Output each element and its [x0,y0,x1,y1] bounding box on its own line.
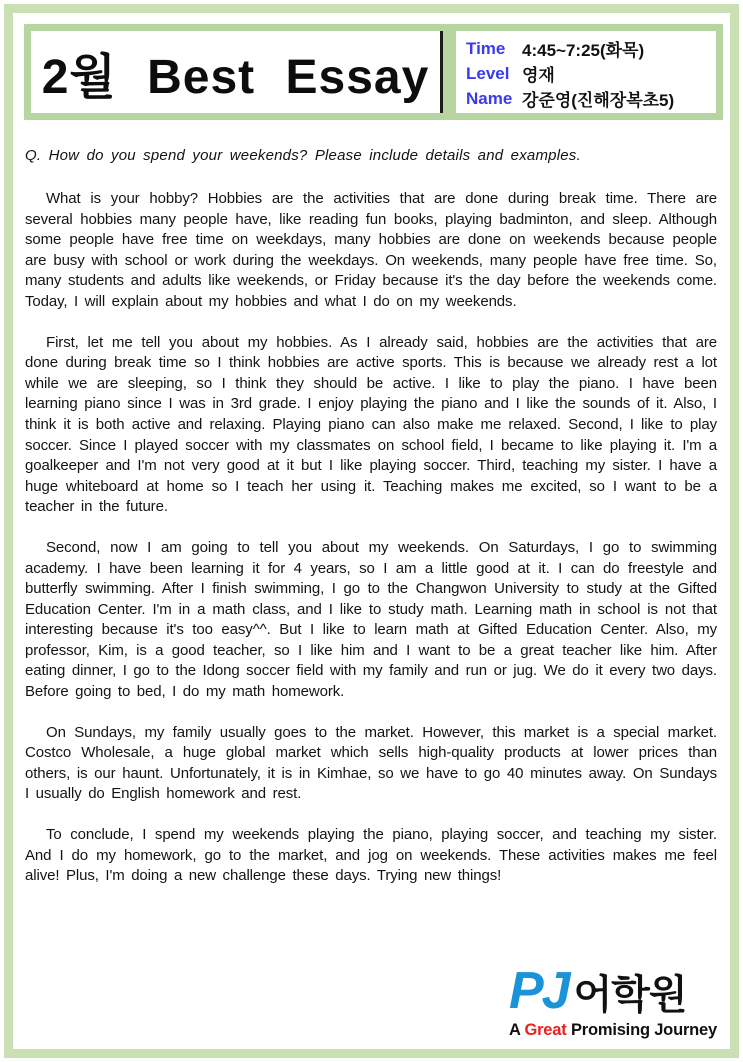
header [24,24,723,120]
name-value: 강준영(진해장복초5) [522,91,675,110]
level-value: 영재 [522,66,555,85]
essay-body [25,147,717,907]
essay-paragraph-2: First, let me tell you about my hobbies. As I already said, hobbies are the activities that are done during break time so I think hobbies are active sports. This is because we already rest a lot while we are sleeping, so I think they should be active. I like to play the piano. I have been learning piano since I was in 3rd grade. I enjoy playing the piano and I like the sounds of it. Also, I think it is both active and relaxing. Playing piano can also make me relaxed. Second, I like to play soccer. Since I played soccer with my classmates on school field, I became to like playing it. I'm a goalkeeper and I'm not very good at it but I like playing soccer. Third, teaching my sister. I have a huge whiteboard at home so I teach her using it. Teaching makes me excited, so I want to be a teacher in the future. [25,333,717,516]
essay-question: Q. How do you spend your weekends? Please include details and examples. [25,147,581,164]
essay-paragraph-1: What is your hobby? Hobbies are the activities that are done during break time. There are several hobbies many people have, like reading fun books, playing badminton, and sleep. Although some people have free time on weekdays, many hobbies are done on weekends because people are busy with school or work during the weekdays. On weekends, many people have free time. So, many students and adults like weekends, or Friday because it's the day before the weekends come. Today, I will explain about my hobbies and what I do on my weekends. [25,190,717,310]
logo-tagline-highlight: Great [524,1021,567,1039]
essay-paragraph-4: On Sundays, my family usually goes to the market. However, this market is a special market. Costco Wholesale, a huge global market which sells high-quality products at lower prices than others, is our haunt. Unfortunately, it is in Kimhae, so we have to go 40 minutes away. On Sundays I usually do English homework and rest. [25,723,717,803]
page-title: 2월 Best Essay [41,50,430,104]
level-label: Level [466,63,510,83]
student-info-panel [456,31,716,113]
logo-tagline-suffix: Promising Journey [566,1021,717,1039]
info-row-time [466,36,712,61]
time-value: 4:45~7:25(화목) [522,41,645,60]
header-divider [443,31,456,113]
name-label: Name [466,88,513,108]
essay-paragraph-5: To conclude, I spend my weekends playing the piano, playing soccer, and teaching my sister. And I do my homework, go to the market, and jog on weekends. These activities makes me feel alive! Plus, I'm doing a new challenge these days. Trying new things! [25,826,717,885]
logo-tagline [509,1021,717,1040]
title-box [31,31,443,113]
essay-paragraph-3: Second, now I am going to tell you about my weekends. On Saturdays, I go to swimming academy. I have been learning it for 4 years, so I am a little good at it. I can do freestyle and butterfly swimming. After I finish swimming, I go to the Changwon University to study at the Gifted Education Center. I'm in a math class, and I like to study math. Learning math in school is not that interesting because it's too easy^^. But I like to learn math at Gifted Education Center. Also, my professor, Kim, is a good teacher, so I like him and I want to be a great teacher like him. After eating dinner, I go to the Idong soccer field with my family and run or jug. We do it every two days. Before going to bed, I do my math homework. [25,538,717,701]
logo-wordmark [508,962,717,1020]
logo-tagline-prefix: A [508,1021,525,1039]
info-row-level [466,61,712,86]
info-row-name [466,86,712,111]
time-label: Time [466,38,506,58]
academy-logo [508,962,717,1040]
logo-academy-text: 어학원 [573,973,687,1017]
logo-pj-text: PJ [508,962,569,1020]
